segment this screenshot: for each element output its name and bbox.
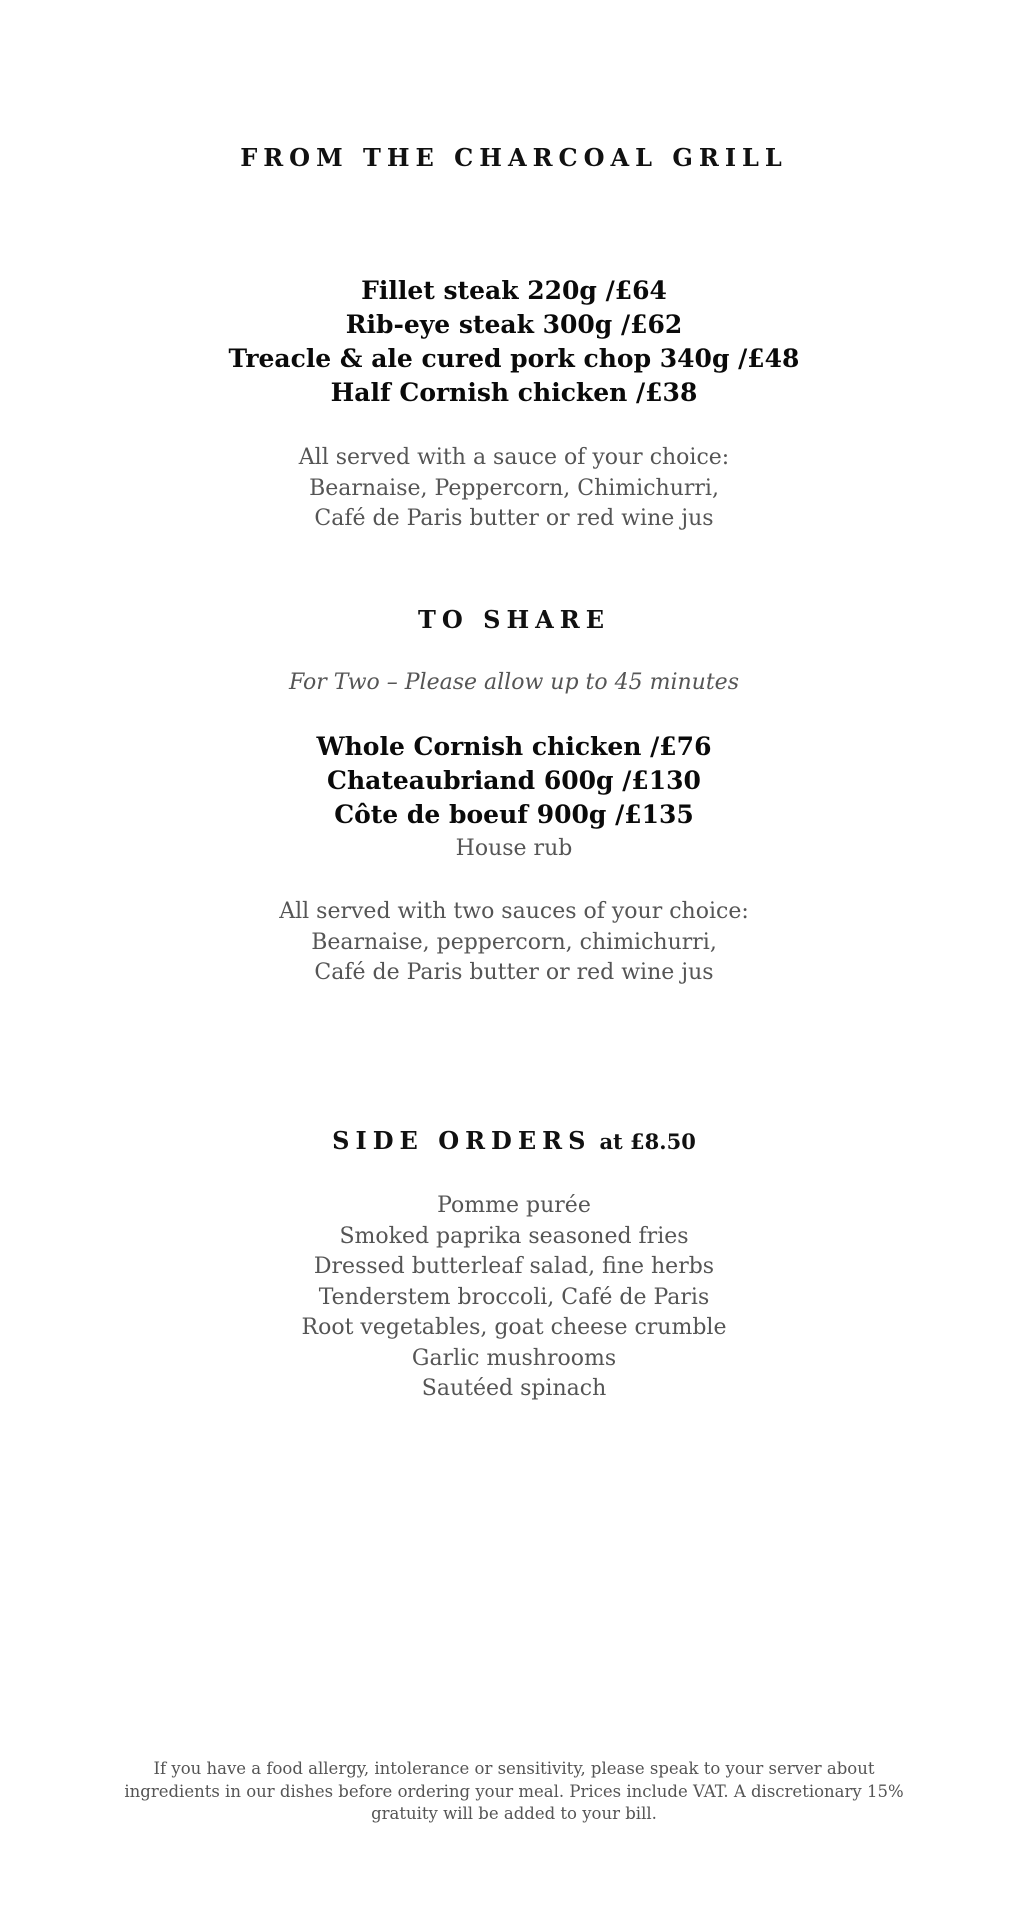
sides-heading-title: SIDE ORDERS [332, 1126, 592, 1155]
sauce-note-line: Bearnaise, peppercorn, chimichurri, [311, 929, 717, 955]
side-item: Sautéed spinach [421, 1376, 607, 1401]
side-item: Root vegetables, goat cheese crumble [301, 1315, 727, 1340]
sauce-note-line: All served with a sauce of your choice: [298, 445, 730, 470]
menu-item: Half Cornish chicken /£38 [330, 378, 698, 407]
grill-items [0, 274, 1028, 410]
sauce-note-line: Café de Paris butter or red wine jus [314, 506, 714, 531]
side-item: Dressed butterleaf salad, fine herbs [313, 1254, 715, 1279]
share-sauce-note [0, 897, 1028, 989]
sides-list [0, 1191, 1028, 1405]
menu-item: Whole Cornish chicken /£76 [316, 732, 712, 761]
menu-item: Treacle & ale cured pork chop 340g /£48 [228, 344, 800, 373]
sides-price-label: at £8.50 [599, 1129, 696, 1154]
menu-item: Chateaubriand 600g /£130 [327, 766, 701, 795]
sides-heading [0, 1126, 1028, 1157]
grill-sauce-note [0, 443, 1028, 535]
footer-line: gratuity will be added to your bill. [371, 1804, 657, 1823]
sauce-note-line: Café de Paris butter or red wine jus [314, 960, 714, 985]
sauce-note-line: All served with two sauces of your choice: [279, 899, 749, 924]
footer-line: If you have a food allergy, intolerance or sensitivity, please speak to your server about [153, 1759, 875, 1778]
side-item: Tenderstem broccoli, Café de Paris [318, 1284, 710, 1310]
share-items [0, 730, 1028, 832]
grill-heading: FROM THE CHARCOAL GRILL [240, 143, 788, 172]
side-item: Pomme purée [437, 1193, 591, 1218]
menu-item: Fillet steak 220g /£64 [361, 276, 667, 305]
share-subtitle: For Two – Please allow up to 45 minutes [288, 670, 739, 695]
menu-item: Côte de boeuf 900g /£135 [334, 800, 694, 829]
menu-item: Rib-eye steak 300g /£62 [345, 310, 683, 339]
footer-line: ingredients in our dishes before ordering your meal. Prices include VAT. A discretionary 15% [124, 1781, 904, 1801]
side-item: Smoked paprika seasoned fries [339, 1223, 689, 1249]
sauce-note-line: Bearnaise, Peppercorn, Chimichurri, [309, 475, 719, 501]
house-rub-note: House rub [455, 836, 573, 861]
allergy-footer [0, 1758, 1028, 1826]
side-item: Garlic mushrooms [411, 1345, 617, 1371]
share-heading: TO SHARE [418, 605, 610, 634]
